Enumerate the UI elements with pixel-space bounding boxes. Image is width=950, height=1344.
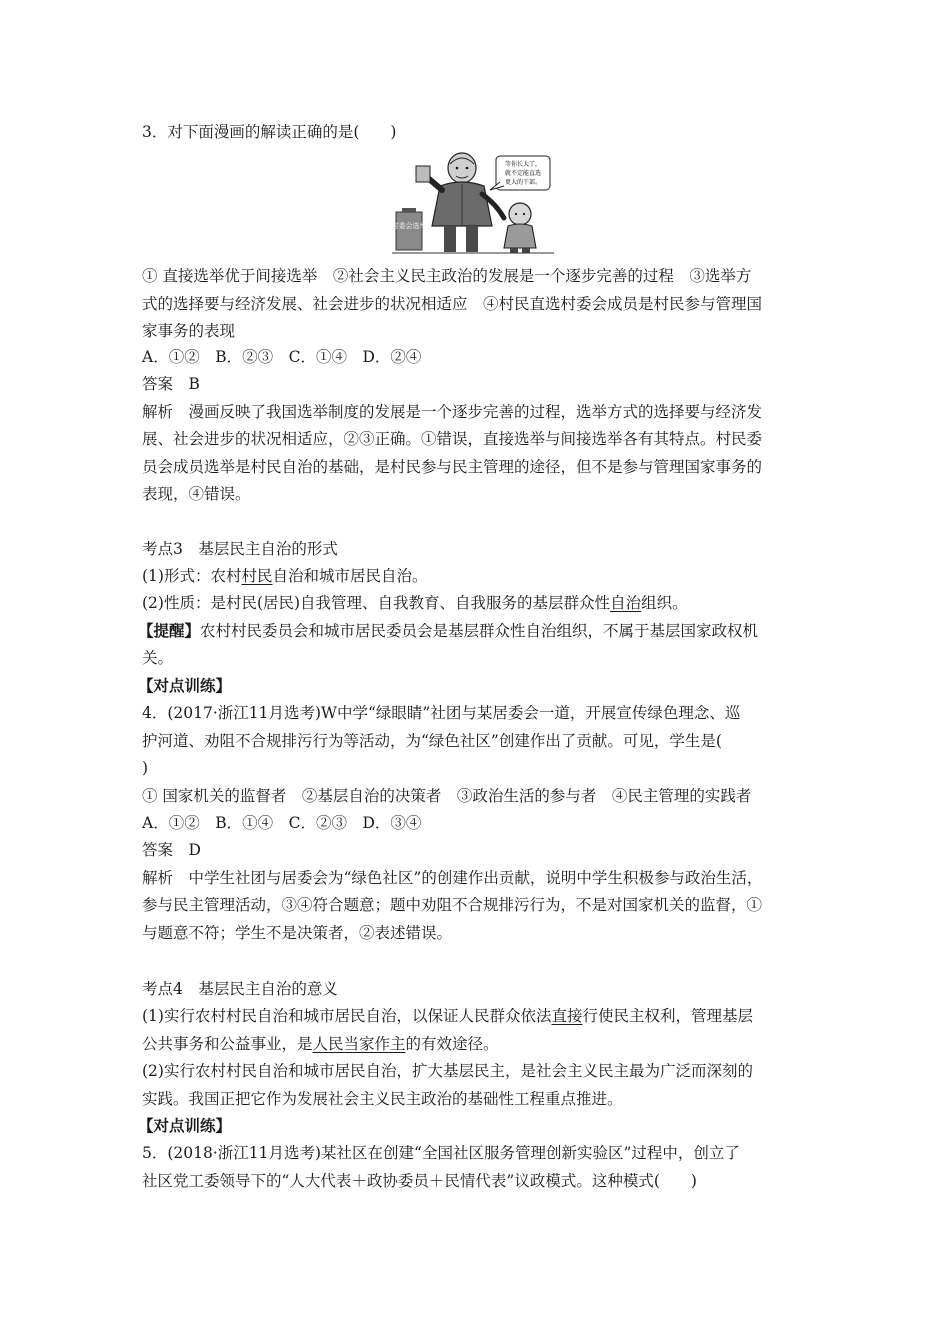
kp4-training-label: 【对点训练】 <box>138 1116 232 1135</box>
speech-line-2: 就不定能直选 <box>504 170 542 177</box>
q3-options-line: 家事务的表现 <box>142 322 236 340</box>
q3-analysis-line: 解析 漫画反映了我国选举制度的发展是一个逐步完善的过程，选举方式的选择要与经济发 <box>142 403 763 421</box>
speech-line-1: 等你长大了， <box>504 161 542 168</box>
kp3-tip <box>138 621 818 641</box>
kp4-title: 考点4 基层民主自治的意义 <box>142 980 338 998</box>
q4-options: ① 国家机关的监督者 ②基层自治的决策者 ③政治生活的参与者 ④民主管理的实践者 <box>142 787 752 805</box>
q3-stem: 3．对下面漫画的解读正确的是( ) <box>142 123 397 141</box>
kp3-nature-text-end: 组织。 <box>641 594 688 612</box>
q4-analysis-line: 与题意不符；学生不是决策者，②表述错误。 <box>142 924 453 942</box>
kp4-p2-line: 实践。我国正把它作为发展社会主义民主政治的基础性工程重点推进。 <box>142 1090 623 1108</box>
kp3-title: 考点3 基层民主自治的形式 <box>142 540 338 558</box>
kp3-tip-cont: 关。 <box>142 649 174 667</box>
kp4-p1-line2 <box>142 1034 822 1054</box>
q4-analysis-line: 参与民主管理活动，③④符合题意；题中劝阻不合规排污行为，不是对国家机关的监督，① <box>142 896 763 914</box>
kp4-p1b-text: 公共事务和公益事业，是 <box>142 1035 313 1053</box>
kp4-p1b-text-end: 的有效途径。 <box>405 1035 499 1053</box>
cartoon-image <box>392 150 554 254</box>
tip-text: 农村村民委员会和城市居民委员会是基层群众性自治组织，不属于基层国家政权机 <box>200 622 759 640</box>
box-label: 村委会选举 <box>392 222 427 230</box>
q5-stem-line: 5．(2018·浙江11月选考)某社区在创建“全国社区服务管理创新实验区”过程中，创立了 <box>142 1144 740 1162</box>
q4-stem-line: 护河道、劝阻不合规排污行为等活动，为“绿色社区”创建作出了贡献。可见，学生是( <box>142 732 722 750</box>
q4-choices: A．①② B．①④ C．②③ D．③④ <box>142 814 422 832</box>
kp4-p1-line1 <box>142 1006 822 1026</box>
kp3-form-underlined: 村民 <box>241 567 273 585</box>
tip-label: 【提醒】 <box>138 621 201 640</box>
q3-analysis-line: 员会成员选举是村民自治的基础，是村民参与民主管理的途径，但不是参与管理国家事务的 <box>142 458 763 476</box>
kp3-nature-text: (2)性质：是村民(居民)自我管理、自我教育、自我服务的基层群众性 <box>142 594 611 612</box>
kp4-p1b-underlined: 人民当家作主 <box>312 1035 406 1053</box>
kp4-p1-underlined: 直接 <box>551 1007 583 1025</box>
q4-answer: 答案 D <box>142 841 201 859</box>
q3-analysis-line: 表现，④错误。 <box>142 485 251 503</box>
q3-options-line: ① 直接选举优于间接选举 ②社会主义民主政治的发展是一个逐步完善的过程 ③选举方 <box>142 267 752 285</box>
q3-answer: 答案 B <box>142 375 200 393</box>
kp3-nature-underlined: 自治 <box>610 594 642 612</box>
q3-options-line: 式的选择要与经济发展、社会进步的状况相适应 ④村民直选村委会成员是村民参与管理国 <box>142 295 763 313</box>
kp3-form-text-end: 自治和城市居民自治。 <box>272 567 428 585</box>
kp3-nature <box>142 593 822 613</box>
kp3-form <box>142 566 822 586</box>
q3-choices: A．①② B．②③ C．①④ D．②④ <box>142 348 422 366</box>
q4-stem-line: 4．(2017·浙江11月选考)W中学“绿眼睛”社团与某居委会一道，开展宣传绿色理念、巡 <box>142 704 741 722</box>
kp4-p1-text: (1)实行农村村民自治和城市居民自治，以保证人民群众依法 <box>142 1007 552 1025</box>
q5-stem-line: 社区党工委领导下的“人大代表＋政协委员＋民情代表”议政模式。这种模式( ) <box>142 1172 697 1190</box>
kp4-p1-text-end: 行使民主权利，管理基层 <box>582 1007 753 1025</box>
q4-stem-line: ) <box>142 759 149 777</box>
q4-analysis-line: 解析 中学生社团与居委会为“绿色社区”的创建作出贡献，说明中学生积极参与政治生活， <box>142 869 763 887</box>
kp3-training-label: 【对点训练】 <box>138 676 232 695</box>
speech-bubble <box>490 156 550 190</box>
q3-analysis-line: 展、社会进步的状况相适应，②③正确。①错误，直接选举与间接选举各有其特点。村民委 <box>142 430 763 448</box>
kp3-form-text: (1)形式：农村 <box>142 567 242 585</box>
kp4-p2-line: (2)实行农村村民自治和城市居民自治，扩大基层民主，是社会主义民主最为广泛而深刻的 <box>142 1062 753 1080</box>
ballot-box <box>392 208 427 250</box>
speech-line-3: 更大的干部。 <box>504 179 542 186</box>
